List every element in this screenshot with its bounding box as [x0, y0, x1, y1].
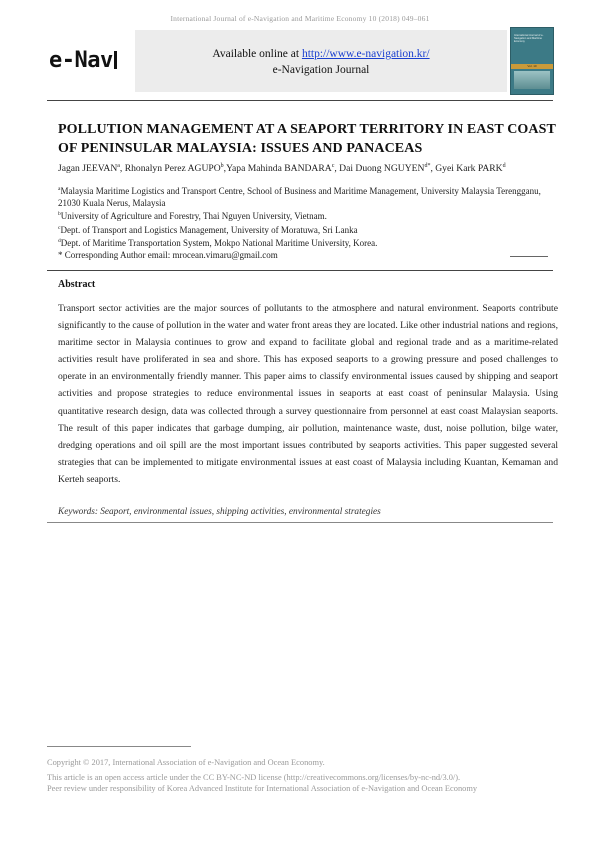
abstract-text: Transport sector activities are the major sources of pollutants to the atmosphere and natural environment. Seaports contribute significantly to the cause of pollution in the water and water front areas they are located. Like other industrial nations and regions, maritime sector in Malaysia continues to grow and expand to facilitate global and regional trade and as a maritime-related activities result have proliferated in sea and shore. This has exposed seaports to a growing pressure and posed challenges to operate in an environmentally friendly manner. This paper aims to classify environmental issues caused by shipping and seaport activities and propose strategies to reduce environmental issues in seaports at east coast of peninsular Malaysia. Using quantitative research design, data was collected through a survey questionnaire from personnel at east coast Malaysian seaports. The result of this paper indicates that garbage dumping, air pollution, maintenance waste, dust, noise pollution, bilge water, dredging operations and oil spill are the most important issues contributed by seaports activities. This paper suggested several strategies that can be implemented to mitigate environmental issues at east coast of Malaysia including Kuantan, Kemaman and Kerteh seaports. [58, 303, 558, 485]
cover-band-text: Vol. 10 [527, 64, 537, 68]
journal-url-link[interactable]: http://www.e-navigation.kr/ [301, 48, 430, 60]
corresponding-author: * Corresponding Author email: mrocean.vimaru@gmail.com [58, 249, 278, 260]
keywords: Keywords: Seaport, environmental issues, shipping activities, environmental strategies [58, 507, 381, 517]
journal-logo: e-Nav [49, 48, 117, 73]
journal-cover-image [510, 27, 554, 95]
author-affil-mark: c [331, 163, 335, 169]
license-line: This article is an open access article under the CC BY-NC-ND license (http://creativecommons.org/licenses/by-nc-nd/3.0/). [47, 773, 461, 782]
author: Gyei Kark PARK [435, 163, 503, 175]
author-affil-mark: b [220, 163, 224, 169]
author-affil-mark: a [117, 163, 120, 169]
author-list: Jagan JEEVAN$^a$, Rhonalyn Perez AGUPO$^b$,Yapa Mahinda BANDARA$^c$, Dai Duong $NGUYEN^{d*}$, Gyei Kark PARK$^d$ [58, 163, 506, 175]
author: Yapa Mahinda BANDARA [226, 163, 332, 175]
footnote-rule [47, 746, 191, 747]
license-notice [47, 772, 553, 795]
copyright-notice: Copyright © 2017, International Association of e-Navigation and Ocean Economy. [47, 758, 325, 767]
header-divider [47, 100, 553, 101]
availability-line: Available online at http://www.e-navigation.kr/ [212, 48, 430, 60]
author: Dai Duong NGUYEN [339, 163, 425, 175]
logo-mark-icon [114, 51, 117, 69]
article-title: POLLUTION MANAGEMENT AT A SEAPORT TERRITORY IN EAST COAST OF PENINSULAR MALAYSIA: ISSUES AND PANACEAS [58, 122, 556, 156]
affiliation-item: $^a$Malaysia Maritime Logistics and Transport Centre, School of Business and Maritime Management, University Malaysia Terengganu, 21030 Kuala Nerus, Malaysia [58, 186, 541, 208]
affiliation-item: $^c$Dept. of Transport and Logistics Management, University of Moratuwa, Sri Lanka [58, 224, 358, 235]
abstract-heading: Abstract [58, 279, 96, 290]
cover-title: International Journal of e-Navigation and Maritime Economy [514, 34, 544, 44]
journal-name: e-Navigation Journal [272, 64, 370, 76]
keywords-divider [47, 522, 553, 523]
availability-box [135, 30, 507, 92]
author-affil-mark: d* [424, 163, 431, 169]
author: Jagan JEEVAN [58, 163, 118, 175]
affiliation-item: $^b$University of Agriculture and Forestry, Thai Nguyen University, Vietnam. [58, 211, 327, 221]
affiliation-item: $^d$Dept. of Maritime Transportation System, Mokpo National Maritime University, Korea. [58, 238, 378, 248]
cover-artwork [514, 71, 550, 89]
peer-review-line: Peer review under responsibility of Korea Advanced Institute for International Association of e-Navigation and Ocean Economy [47, 784, 478, 794]
affiliation-end-rule [510, 256, 548, 257]
author: Rhonalyn Perez AGUPO [124, 163, 221, 175]
journal-header [47, 30, 553, 94]
abstract-divider [47, 270, 553, 271]
author-affil-mark: d [502, 163, 506, 169]
running-head: International Journal of e-Navigation and Maritime Economy 10 (2018) 049–061 [170, 14, 430, 23]
affiliation-list [58, 184, 558, 261]
